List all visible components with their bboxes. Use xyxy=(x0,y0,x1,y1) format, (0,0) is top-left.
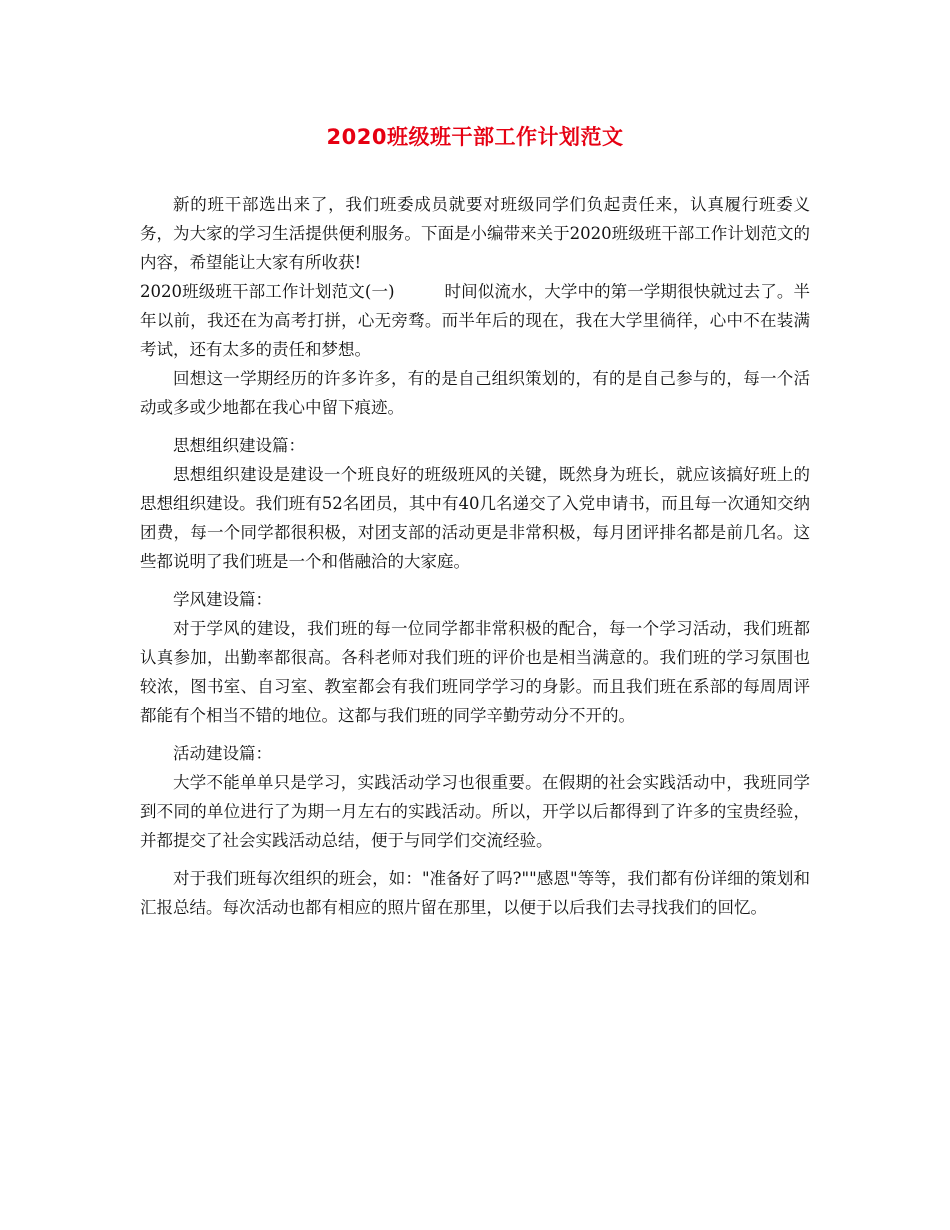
thought-organization-heading: 思想组织建设篇： xyxy=(173,436,305,455)
class-meeting-paragraph: 对于我们班每次组织的班会，如："准备好了吗?""感恩"等等，我们都有份详细的策划和汇报总结。每次活动也都有相应的照片留在那里，以便于以后我们去寻找我们的回忆。 xyxy=(140,869,810,917)
thought-organization-paragraph: 思想组织建设是建设一个班良好的班级班风的关键，既然身为班长，就应该搞好班上的思想组织建设。我们班有52名团员，其中有40几名递交了入党申请书，而且每一次通知交纳团费，每一个同学都很积极，对团支部的活动更是非常积极，每月团评排名都是前几名。这些都说明了我们班是一个和偕融洽的大家庭。 xyxy=(140,465,810,571)
reflection-paragraph: 回想这一学期经历的许多许多，有的是自己组织策划的，有的是自己参与的，每一个活动或多或少地都在我心中留下痕迹。 xyxy=(140,369,810,417)
study-style-paragraph: 对于学风的建设，我们班的每一位同学都非常积极的配合，每一个学习活动，我们班都认真参加，出勤率都很高。各科老师对我们班的评价也是相当满意的。我们班的学习氛围也较浓，图书室、自习室、教室都会有我们班同学学习的身影。而且我们班在系部的每周周评都能有个相当不错的地位。这都与我们班的同学辛勤劳动分不开的。 xyxy=(140,619,810,725)
intro-paragraph: 新的班干部选出来了，我们班委成员就要对班级同学们负起责任来，认真履行班委义务，为大家的学习生活提供便利服务。下面是小编带来关于2020班级班干部工作计划范文的内容，希望能让大家有所收获! xyxy=(140,195,810,272)
document-title: 2020班级班干部工作计划范文 xyxy=(326,125,624,149)
activity-heading: 活动建设篇： xyxy=(173,744,272,763)
study-style-heading: 学风建设篇： xyxy=(173,590,272,609)
activity-paragraph: 大学不能单单只是学习，实践活动学习也很重要。在假期的社会实践活动中，我班同学到不同的单位进行了为期一月左右的实践活动。所以，开学以后都得到了许多的宝贵经验，并都提交了社会实践活动总结，便于与同学们交流经验。 xyxy=(140,773,810,850)
section-one-paragraph: 2020班级班干部工作计划范文(一) 时间似流水，大学中的第一学期很快就过去了。半年以前，我还在为高考打拼，心无旁骛。而半年后的现在，我在大学里徜徉，心中不在装满考试，还有太多的责任和梦想。 xyxy=(140,282,810,359)
document-body xyxy=(140,190,810,922)
